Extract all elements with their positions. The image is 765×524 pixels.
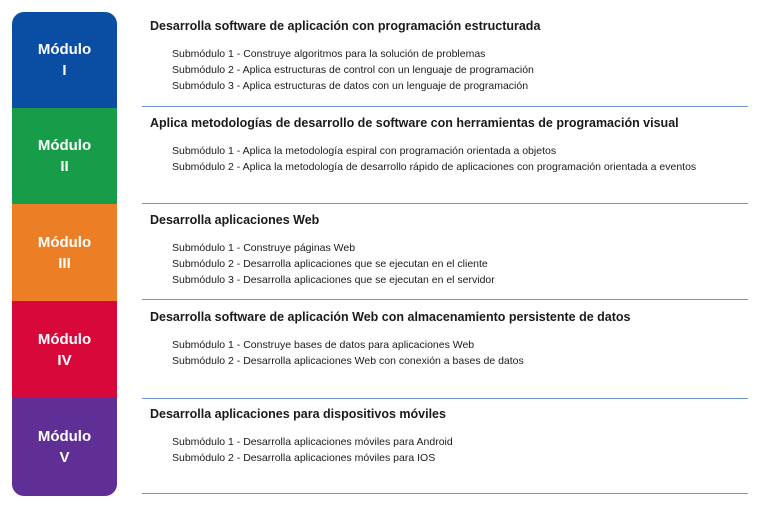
module-4-badge-numeral: IV xyxy=(57,351,72,369)
module-1-badge-word: Módulo xyxy=(37,41,92,58)
module-2-section xyxy=(150,115,750,175)
submodule-item: Submódulo 1 - Desarrolla aplicaciones móviles para Android xyxy=(172,436,453,448)
submodule-item: Submódulo 2 - Desarrolla aplicaciones que se ejecutan en el cliente xyxy=(172,258,488,270)
submodule-item: Submódulo 1 - Construye bases de datos para aplicaciones Web xyxy=(172,339,475,351)
module-3-badge-numeral: III xyxy=(58,254,71,272)
module-4-title: Desarrolla software de aplicación Web con almacenamiento persistente de datos xyxy=(150,310,631,324)
module-2-title: Aplica metodologías de desarrollo de software con herramientas de programación visual xyxy=(150,116,679,130)
module-2-submodule-list xyxy=(150,143,750,175)
module-5-badge xyxy=(12,398,117,496)
module-3-title: Desarrolla aplicaciones Web xyxy=(150,213,320,227)
submodule-item: Submódulo 3 - Aplica estructuras de datos con un lenguaje de programación xyxy=(172,80,529,92)
module-1-section xyxy=(150,18,750,94)
module-5-badge-word: Módulo xyxy=(37,428,92,445)
section-divider xyxy=(142,106,748,107)
module-4-section xyxy=(150,309,750,369)
section-divider xyxy=(142,203,748,204)
module-4-submodule-list xyxy=(150,337,750,369)
module-3-badge-word: Módulo xyxy=(37,233,92,251)
module-5-section xyxy=(150,406,750,466)
module-2-badge-word: Módulo xyxy=(37,137,92,154)
module-3-badge xyxy=(12,204,117,301)
submodule-item: Submódulo 3 - Desarrolla aplicaciones que se ejecutan en el servidor xyxy=(172,274,495,286)
submodule-item: Submódulo 2 - Aplica la metodología de desarrollo rápido de aplicaciones con programación orientada a eventos xyxy=(172,161,697,173)
submodule-item: Submódulo 2 - Desarrolla aplicaciones móviles para IOS xyxy=(172,452,436,464)
module-3-section xyxy=(150,212,750,288)
module-2-badge xyxy=(12,108,117,204)
section-divider xyxy=(142,299,748,300)
submodule-item: Submódulo 2 - Desarrolla aplicaciones Web con conexión a bases de datos xyxy=(172,355,524,367)
module-3-submodule-list xyxy=(150,240,750,288)
module-5-badge-numeral: V xyxy=(59,449,70,466)
section-divider xyxy=(142,493,748,494)
submodule-item: Submódulo 2 - Aplica estructuras de control con un lenguaje de programación xyxy=(172,64,534,76)
module-1-badge-numeral: I xyxy=(62,62,67,79)
submodule-item: Submódulo 1 - Aplica la metodología espiral con programación orientada a objetos xyxy=(172,145,557,157)
submodule-item: Submódulo 1 - Construye páginas Web xyxy=(172,242,356,254)
section-divider xyxy=(142,398,748,399)
module-1-submodule-list xyxy=(150,46,750,94)
module-1-badge xyxy=(12,12,117,108)
module-5-title: Desarrolla aplicaciones para dispositivos móviles xyxy=(150,407,446,421)
module-1-title: Desarrolla software de aplicación con programación estructurada xyxy=(150,19,541,33)
module-5-submodule-list xyxy=(150,434,750,466)
submodule-item: Submódulo 1 - Construye algoritmos para la solución de problemas xyxy=(172,48,486,60)
module-4-badge xyxy=(12,301,117,398)
module-4-badge-word: Módulo xyxy=(37,330,92,348)
module-2-badge-numeral: II xyxy=(60,158,69,175)
